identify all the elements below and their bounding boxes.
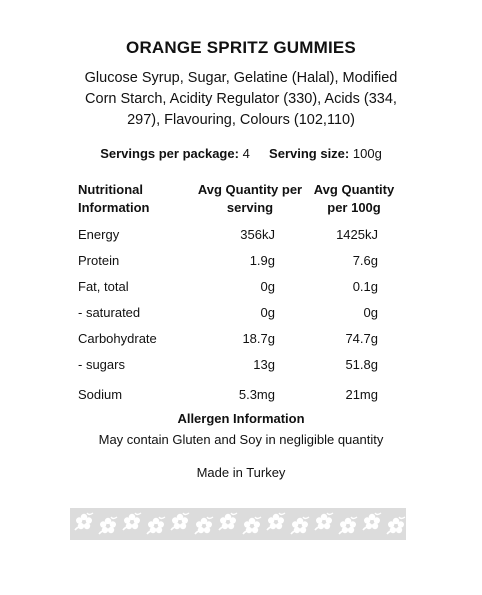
nutrition-table-header xyxy=(78,181,404,221)
header-per-100g: Avg Quantity per 100g xyxy=(313,182,395,215)
serving-size-value: 100g xyxy=(352,146,382,161)
nutrient-per-serving: 5.3mg xyxy=(238,387,275,402)
nutrient-name: Energy xyxy=(78,227,120,242)
nutrient-name: - saturated xyxy=(78,305,141,320)
allergen-title: Allergen Information xyxy=(177,411,305,426)
serving-size-label: Serving size: xyxy=(269,146,350,161)
header-nutritional-information: Nutritional Information xyxy=(78,182,150,215)
page-title: ORANGE SPRITZ GUMMIES xyxy=(126,38,356,57)
servings-per-package-label: Servings per package: xyxy=(100,146,239,161)
nutrient-per-100g: 1425kJ xyxy=(336,227,378,242)
table-row xyxy=(78,351,404,377)
made-in-text: Made in Turkey xyxy=(196,465,286,480)
allergen-text: May contain Gluten and Soy in negligible quantity xyxy=(98,432,384,447)
nutrient-per-100g: 74.7g xyxy=(345,331,378,346)
nutrient-per-100g: 7.6g xyxy=(352,253,378,268)
table-row xyxy=(78,221,404,247)
nutrient-per-serving: 356kJ xyxy=(240,227,275,242)
servings-line xyxy=(0,146,482,161)
table-row xyxy=(78,299,404,325)
nutrient-name: Fat, total xyxy=(78,279,129,294)
table-row xyxy=(78,247,404,273)
table-row xyxy=(78,325,404,351)
nutrient-per-serving: 13g xyxy=(253,357,275,372)
nutrient-per-100g: 21mg xyxy=(345,387,378,402)
nutrient-name: - sugars xyxy=(78,357,125,372)
floral-pattern-icon xyxy=(70,508,406,540)
servings-per-package-value: 4 xyxy=(242,146,250,161)
nutrient-per-100g: 0g xyxy=(363,305,378,320)
nutrient-name: Sodium xyxy=(78,387,123,402)
nutrient-per-100g: 0.1g xyxy=(352,279,378,294)
nutrient-per-100g: 51.8g xyxy=(345,357,378,372)
nutrition-table xyxy=(78,181,404,407)
nutrient-name: Protein xyxy=(78,253,120,268)
header-per-serving: Avg Quantity per serving xyxy=(197,182,303,215)
ingredients-text: Glucose Syrup, Sugar, Gelatine (Halal), Modified Corn Starch, Acidity Regulator (330), Acids (334, 297), Flavouring, Colours (102,110) xyxy=(84,70,398,128)
table-row xyxy=(78,377,404,407)
nutrient-per-serving: 18.7g xyxy=(242,331,275,346)
nutrient-name: Carbohydrate xyxy=(78,331,157,346)
nutrient-per-serving: 1.9g xyxy=(249,253,275,268)
nutrient-per-serving: 0g xyxy=(260,279,275,294)
decorative-band xyxy=(70,508,406,540)
table-row xyxy=(78,273,404,299)
nutrient-per-serving: 0g xyxy=(260,305,275,320)
